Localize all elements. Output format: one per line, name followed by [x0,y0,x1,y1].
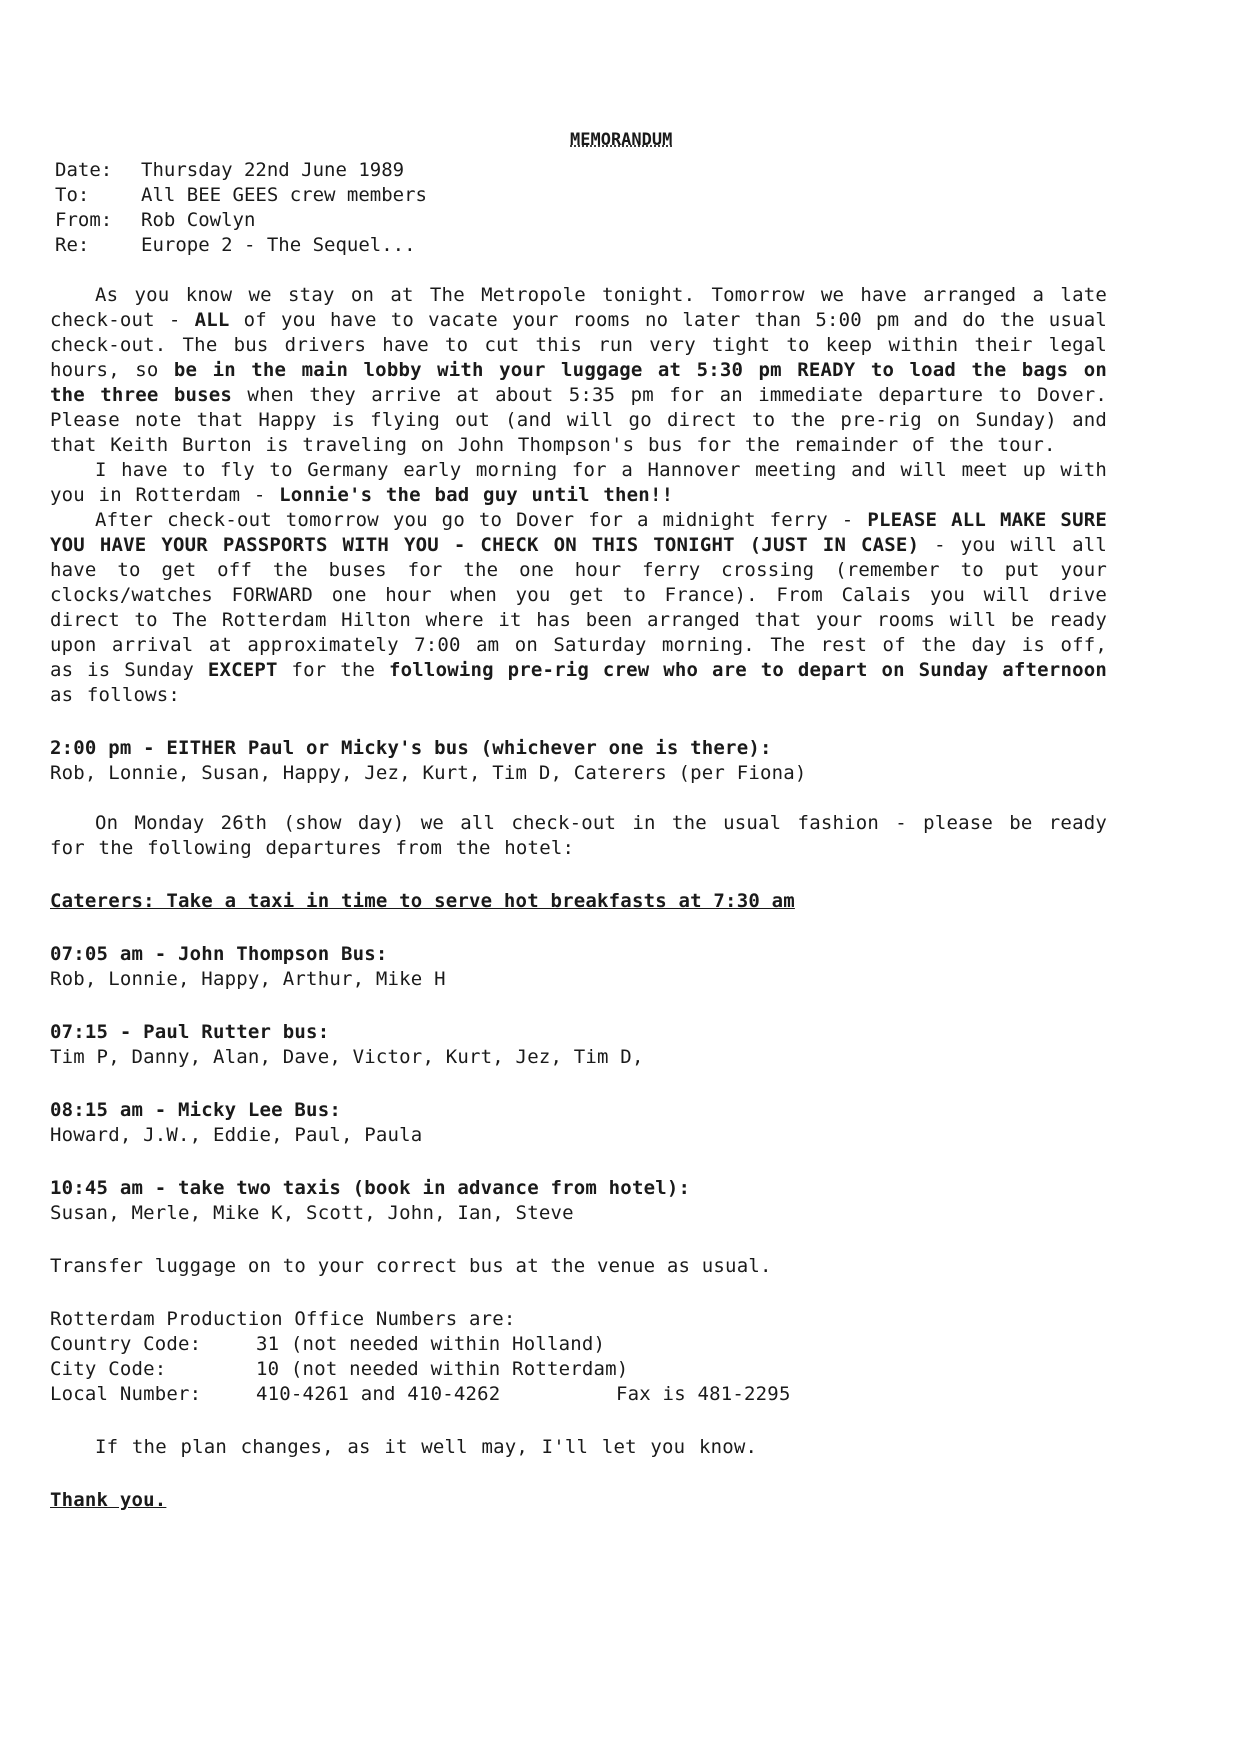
memo-page [50,0,1110,1764]
local-number-row [50,1382,1107,1407]
to-label: To: [55,184,90,206]
re-label: Re: [55,234,90,256]
departure-2-title: 07:15 - Paul Rutter bus: [50,1021,330,1043]
to-row [55,183,427,208]
date-value: Thursday 22nd June 1989 [141,159,405,181]
p1-text-d: be in the main lobby with your luggage at 5:30 pm READY to load the bags on the three buses [50,359,1107,406]
p1-text-a: As you know we stay on at The Metropole tonight. Tomorrow we have arranged a late check-out - [50,284,1107,331]
date-row [55,158,427,183]
paragraph-ferry [50,508,1107,708]
p2-text-a: I have to fly to Germany early morning for a Hannover meeting and will meet up with you in Rotterdam - [50,459,1107,506]
p3-text-a: After check-out tomorrow you go to Dover for a midnight ferry - [95,509,868,531]
prerig-time: 2:00 pm - EITHER Paul or Micky's bus (whichever one is there): [50,737,772,759]
departure-4-names: Susan, Merle, Mike K, Scott, John, Ian, Steve [50,1202,574,1224]
p3-text-g: as follows: [50,684,181,706]
departure-3-title: 08:15 am - Micky Lee Bus: [50,1099,341,1121]
p1-text-c: of you have to vacate your rooms no later than 5:00 pm and do the usual check-out. The bus drivers have to cut this run very tight to keep within their legal hours, so [50,309,1107,381]
memo-header [55,158,427,258]
re-row [55,233,427,258]
p3-text-e: for the [277,659,390,681]
p1-text-b: ALL [194,309,230,331]
memo-title: MEMORANDUM [570,130,673,150]
p1-text-e: when they arrive at about 5:35 pm for an immediate departure to Dover. Please note that Happy is flying out (and will go direct to the pre-rig on Sunday) and that Keith Burton is traveling on John Thompson's bus for the remainder of the tour. [50,384,1107,456]
re-value: Europe 2 - The Sequel... [141,234,416,256]
city-code-value: 10 (not needed within Rotterdam) [256,1358,629,1380]
departure-1-names: Rob, Lonnie, Happy, Arthur, Mike H [50,968,446,990]
paragraph-monday: On Monday 26th (show day) we all check-out in the usual fashion - please be ready for the following departures from the hotel: [50,812,1107,859]
country-code-row [50,1332,1107,1357]
prerig-names: Rob, Lonnie, Susan, Happy, Jez, Kurt, Tim D, Caterers (per Fiona) [50,762,807,784]
p3-text-f: following pre-rig crew who are to depart on Sunday afternoon [389,659,1107,681]
p3-text-c: - you will all have to get off the buses for the one hour ferry crossing (remember to put your clocks/watches FORWARD one hour when you get to France). From Calais you will drive direct to The Rotterdam Hilton where it has been arranged that your rooms will be ready upon arrival at approximately 7:00 am on Saturday morning. The rest of the day is off, as is Sunday [50,534,1107,681]
memo-body [50,283,1107,1513]
departure-3-names: Howard, J.W., Eddie, Paul, Paula [50,1124,423,1146]
paragraph-hannover [50,458,1107,508]
office-heading: Rotterdam Production Office Numbers are: [50,1308,516,1330]
from-value: Rob Cowlyn [141,209,256,231]
p3-text-d: EXCEPT [207,659,278,681]
thank-you: Thank you. [50,1489,167,1511]
from-row [55,208,427,233]
city-code-label: City Code: [50,1358,167,1380]
p3-text-b: PLEASE ALL MAKE SURE YOU HAVE YOUR PASSPORTS WITH YOU - CHECK ON THIS TONIGHT (JUST IN CASE) [50,509,1107,556]
fax-number: Fax is 481-2295 [616,1383,791,1405]
caterers-note: Caterers: Take a taxi in time to serve hot breakfasts at 7:30 am [50,890,795,912]
to-value: All BEE GEES crew members [141,184,427,206]
from-label: From: [55,209,113,231]
p2-text-b: Lonnie's the bad guy until then!! [279,484,674,506]
paragraph-checkout [50,283,1107,458]
transfer-note: Transfer luggage on to your correct bus at the venue as usual. [50,1255,772,1277]
closing-note: If the plan changes, as it well may, I'll let you know. [95,1436,758,1458]
local-number-value: 410-4261 and 410-4262 [256,1383,501,1405]
departure-2-names: Tim P, Danny, Alan, Dave, Victor, Kurt, Jez, Tim D, [50,1046,644,1068]
country-code-label: Country Code: [50,1333,202,1355]
date-label: Date: [55,159,113,181]
departure-1-title: 07:05 am - John Thompson Bus: [50,943,388,965]
local-number-label: Local Number: [50,1383,202,1405]
city-code-row [50,1357,1107,1382]
departure-4-title: 10:45 am - take two taxis (book in advance from hotel): [50,1177,691,1199]
country-code-value: 31 (not needed within Holland) [256,1333,606,1355]
